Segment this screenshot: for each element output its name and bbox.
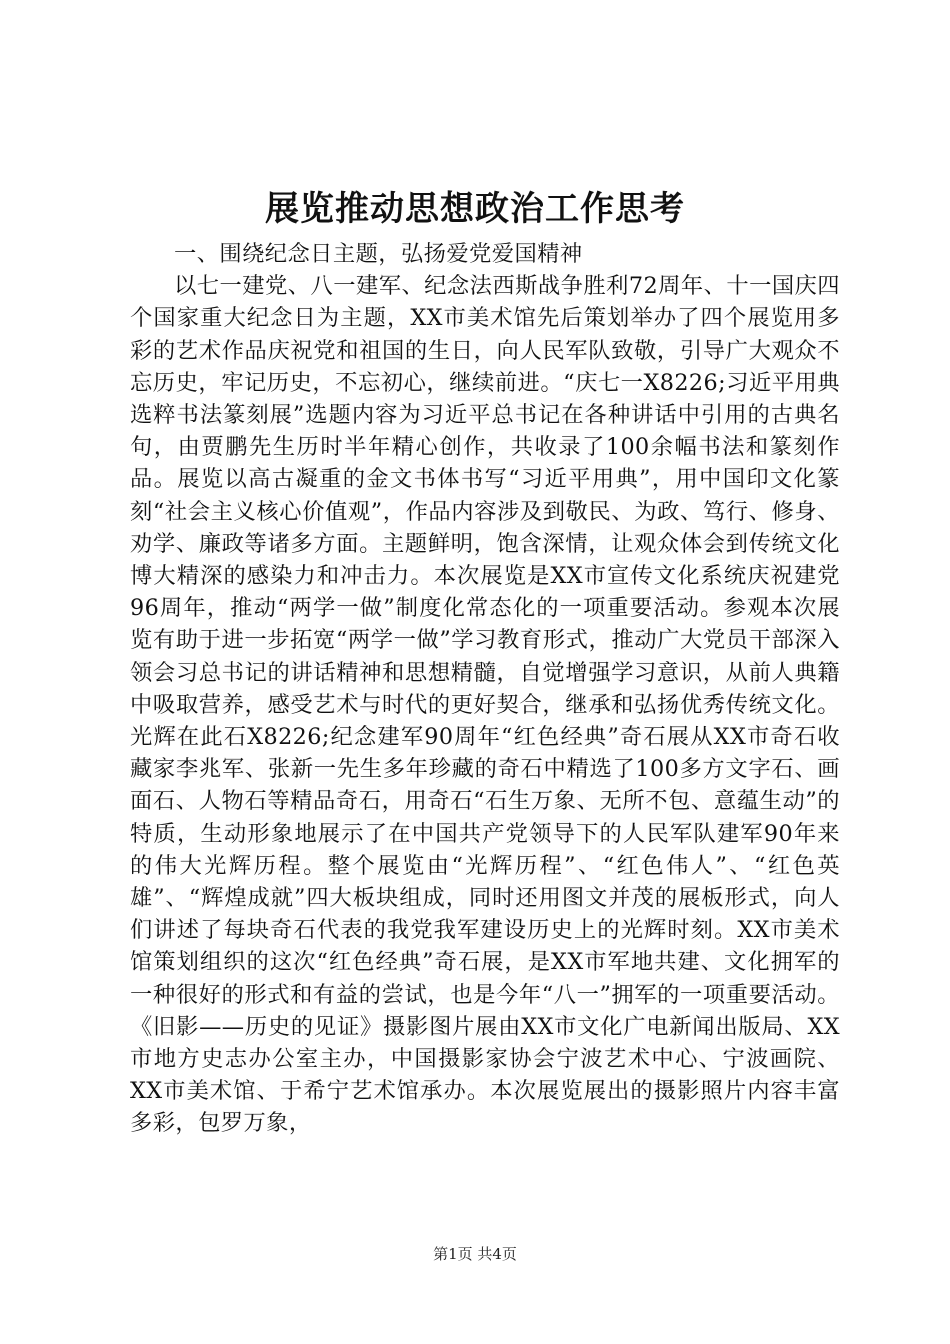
body-paragraph: 以七一建党、八一建军、纪念法西斯战争胜利72周年、十一国庆四个国家重大纪念日为主题，XX市美术馆先后策划举办了四个展览用多彩的艺术作品庆祝党和祖国的生日，向人民军队致敬，引导广大观众不忘历史，牢记历史，不忘初心，继续前进。“庆七一X8226;习近平用典选粹书法篆刻展”选题内容为习近平总书记在各种讲话中引用的古典名句，由贾鹏先生历时半年精心创作，共收录了100余幅书法和篆刻作品。展览以高古凝重的金文书体书写“习近平用典”，用中国印文化篆刻“社会主义核心价值观”，作品内容涉及到敬民、为政、笃行、修身、劝学、廉政等诸多方面。主题鲜明，饱含深情，让观众体会到传统文化博大精深的感染力和冲击力。本次展览是XX市宣传文化系统庆祝建党96周年，推动“两学一做”制度化常态化的一项重要活动。参观本次展览有助于进一步拓宽“两学一做”学习教育形式，推动广大党员干部深入领会习总书记的讲话精神和思想精髓，自觉增强学习意识，从前人典籍中吸取营养，感受艺术与时代的更好契合，继承和弘扬优秀传统文化。光辉在此石X8226;纪念建军90周年“红色经典”奇石展从XX市奇石收藏家李兆军、张新一先生多年珍藏的奇石中精选了100多方文字石、画面石、人物石等精品奇石，用奇石“石生万象、无所不包、意蕴生动”的特质，生动形象地展示了在中国共产党领导下的人民军队建军90年来的伟大光辉历程。整个展览由“光辉历程”、“红色伟人”、“红色英雄”、“辉煌成就”四大板块组成，同时还用图文并茂的展板形式，向人们讲述了每块奇石代表的我党我军建设历史上的光辉时刻。XX市美术馆策划组织的这次“红色经典”奇石展，是XX市军地共建、文化拥军的一种很好的形式和有益的尝试，也是今年“八一”拥军的一项重要活动。《旧影——历史的见证》摄影图片展由XX市文化广电新闻出版局、XX市地方史志办公室主办，中国摄影家协会宁波艺术中心、宁波画院、XX市美术馆、于希宁艺术馆承办。本次展览展出的摄影照片内容丰富多彩，包罗万象， xyxy=(130,273,840,1137)
section-heading: 一、围绕纪念日主题，弘扬爱党爱国精神 xyxy=(174,241,583,267)
document-title: 展览推动思想政治工作思考 xyxy=(265,189,685,229)
document-body xyxy=(130,238,840,1140)
page-footer: 第1页 共4页 xyxy=(433,1245,517,1263)
